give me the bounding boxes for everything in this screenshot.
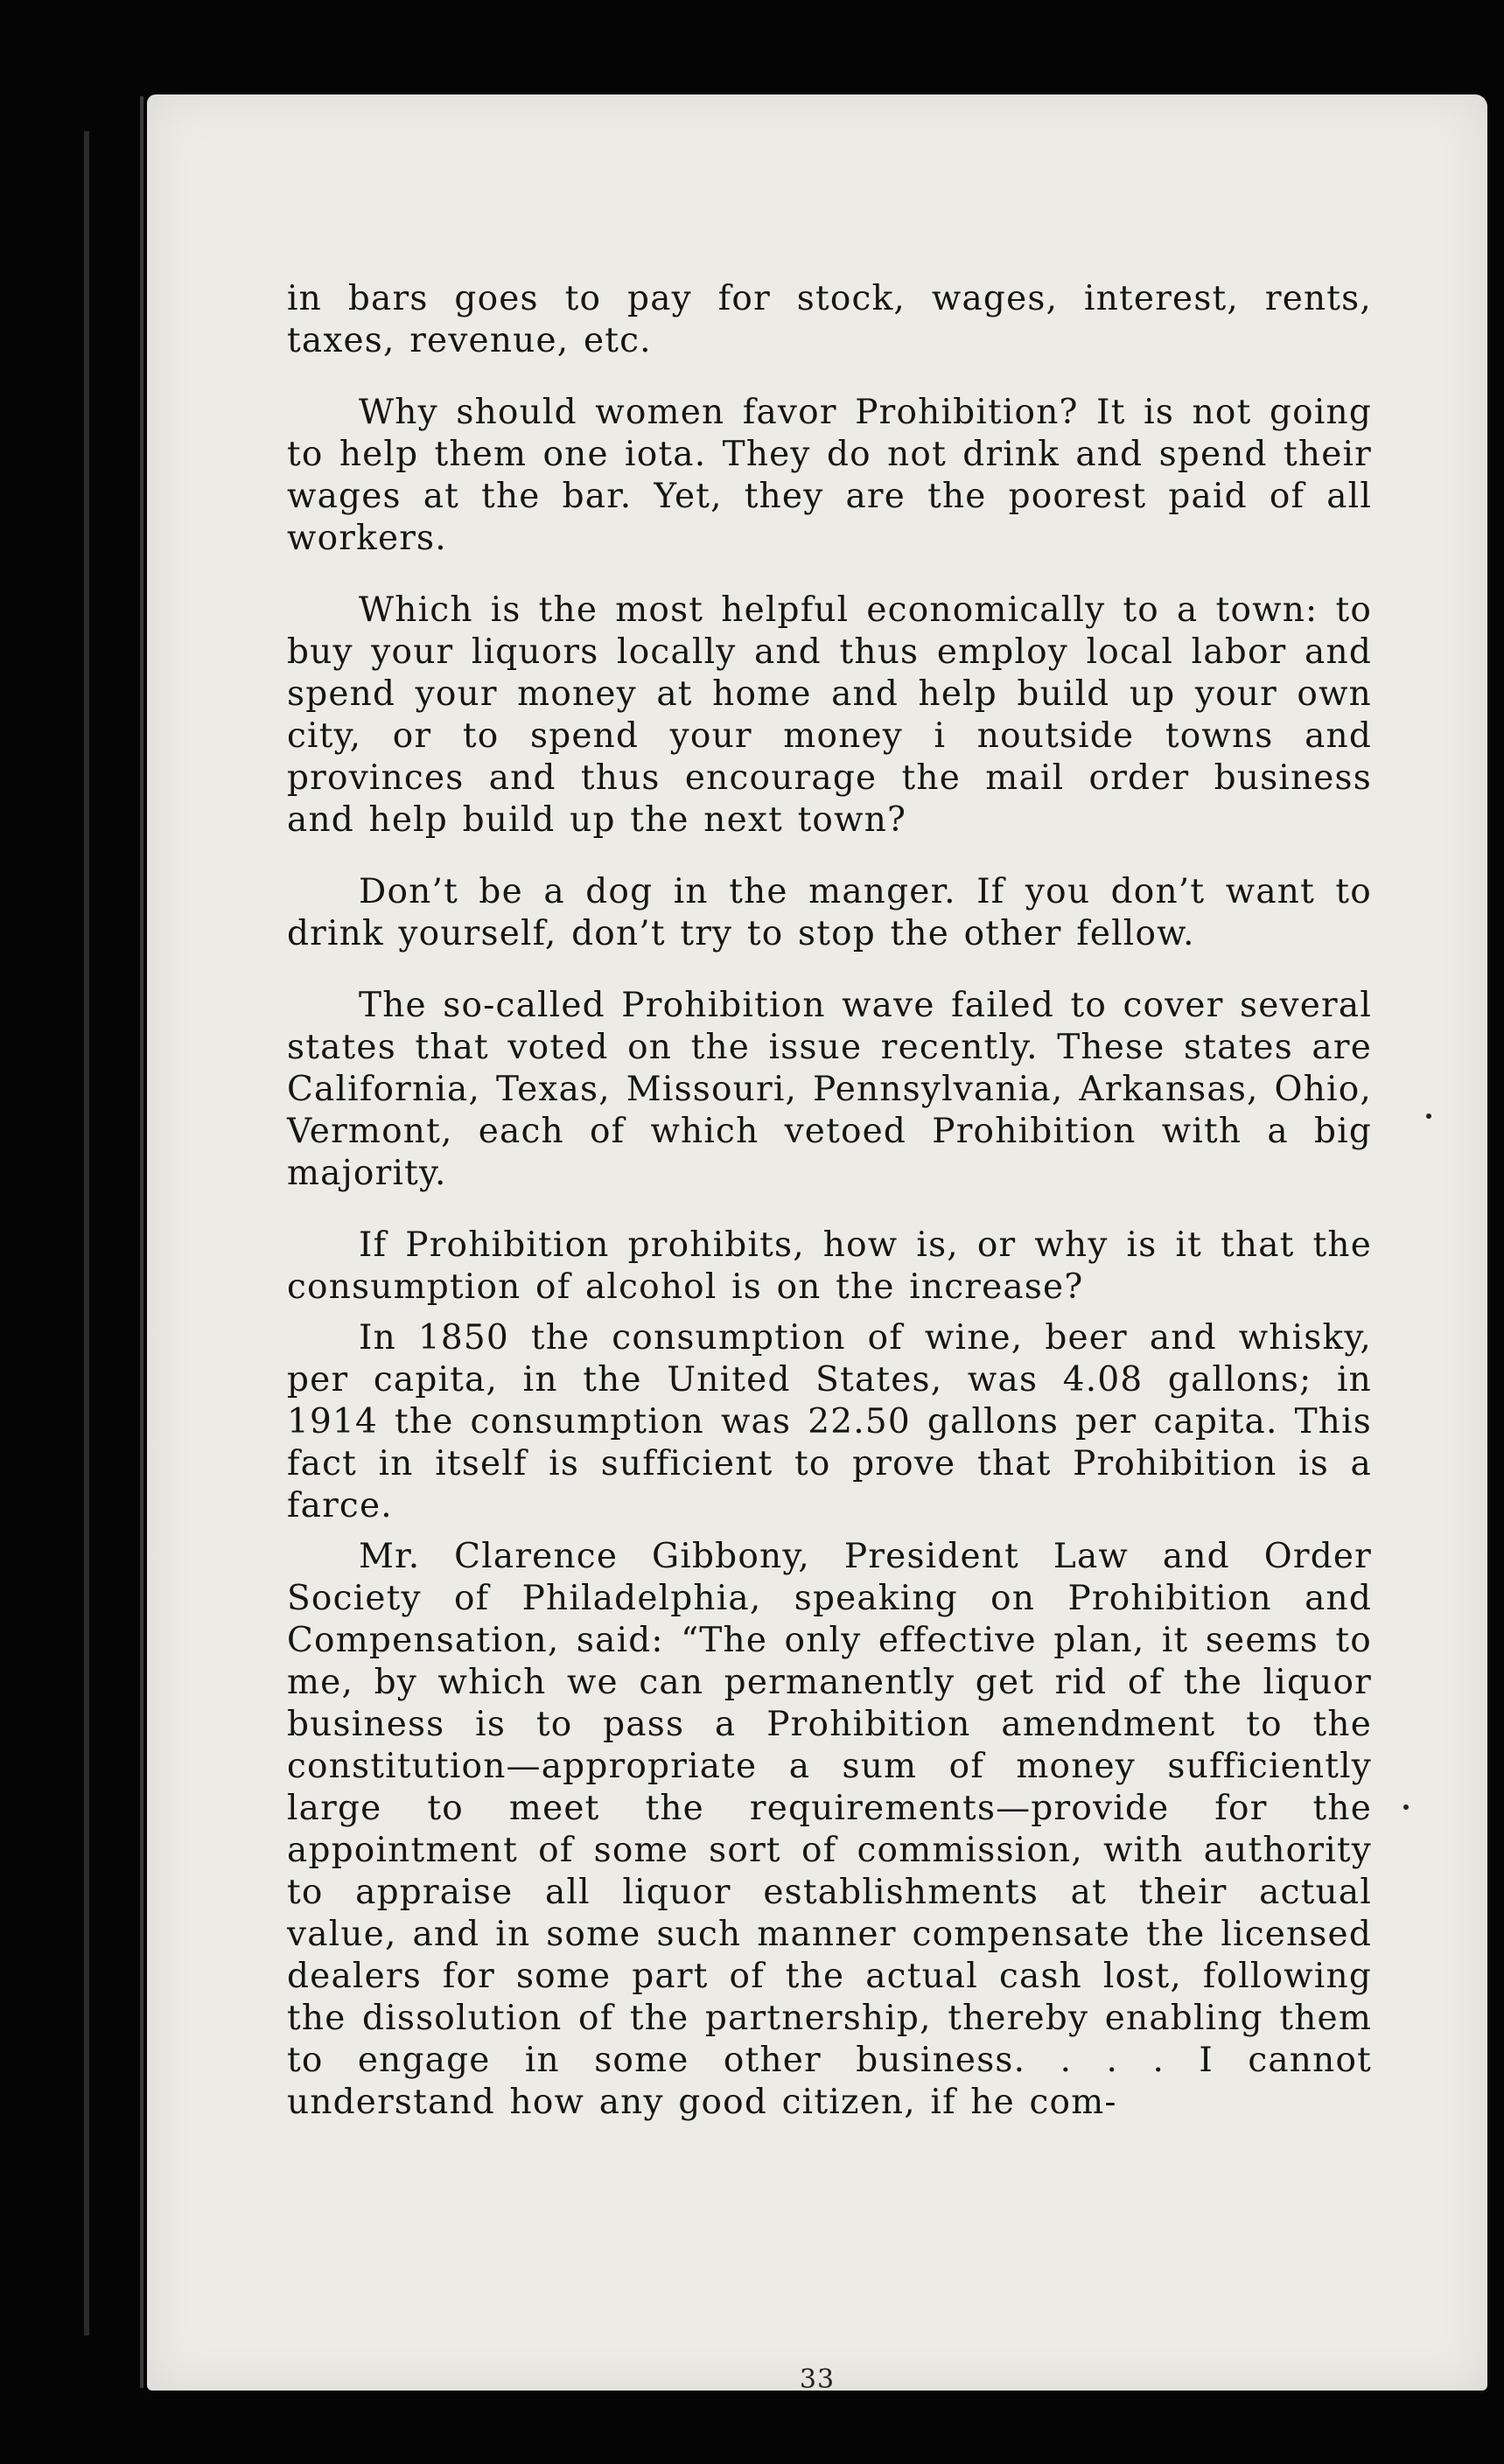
gutter-edge xyxy=(84,131,89,2335)
paragraph-gibbony-quote: Mr. Clarence Gibbony, President Law and Order Society of Philadelphia, speaking on Prohibition and Compensation, said: “The only effective plan, it seems to me, by which we can permanently get rid of the liquor business is to pass a Prohibition amendment to the constitution—appropriate a sum of money sufficiently large to meet the requirements—provide for the appointment of some sort of commission, with authority to appraise all liquor establishments at their actual value, and in some such manner compensate the licensed dealers for some part of the actual cash lost, following the dissolution of the partnership, thereby enabling them to engage in some other business. . . . I cannot understand how any good citizen, if he com- xyxy=(287,1537,1372,2122)
page-text-block xyxy=(287,278,1372,2153)
scan-speck xyxy=(1403,1804,1409,1810)
paragraph-prohibition-wave: The so-called Prohibition wave failed to cover several states that voted on the issue recently. These states are California, Texas, Missouri, Pennsylvania, Arkansas, Ohio, Vermont, each of which vetoed Prohibition with a big majority. xyxy=(287,986,1372,1193)
paragraph-women-prohibition: Why should women favor Prohibition? It is not going to help them one iota. They do not drink and spend their wages at the bar. Yet, they are the poorest paid of all workers. xyxy=(287,393,1372,558)
page-number: 33 xyxy=(799,2364,836,2395)
paragraph-town-economics: Which is the most helpful economically to a town: to buy your liquors locally and thus employ local labor and spend your money at home and help build up your own city, or to spend your money i noutside towns and provinces and thus encourage the mail order business and help build up the next town? xyxy=(287,590,1372,840)
paragraph-consumption-stats: In 1850 the consumption of wine, beer and whisky, per capita, in the United States, was 4.08 gallons; in 1914 the consumption was 22.50 gallons per capita. This fact in itself is sufficient to prove that Prohibition is a farce. xyxy=(287,1318,1372,1525)
paragraph-consumption-question: If Prohibition prohibits, how is, or why is it that the consumption of alcohol is on the increase? xyxy=(287,1225,1372,1307)
paragraph-continuation: in bars goes to pay for stock, wages, interest, rents, taxes, revenue, etc. xyxy=(287,279,1372,360)
scan-speck xyxy=(1426,1113,1431,1119)
binding-edge xyxy=(140,96,143,2388)
book-page xyxy=(147,94,1487,2395)
paragraph-dog-in-manger: Don’t be a dog in the manger. If you don’t want to drink yourself, don’t try to stop the other fellow. xyxy=(287,872,1372,953)
